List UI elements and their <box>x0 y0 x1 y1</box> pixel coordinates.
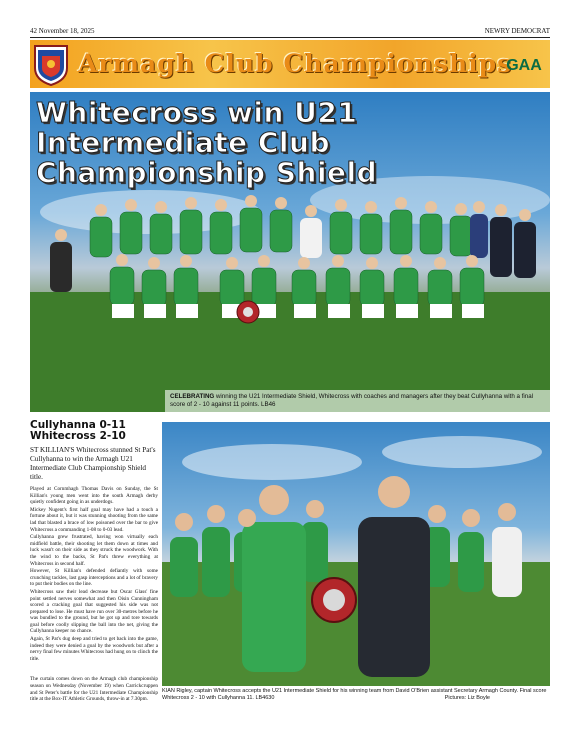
banner-title: Armagh Club Championships <box>78 49 513 78</box>
publication-name: NEWRY DEMOCRAT <box>484 27 550 35</box>
article-column <box>30 420 158 704</box>
presentation-caption-text: KIAN Rigley, captain Whitecross accepts the U21 Intermediate Shield for his winning team from David O'Brien assistant Secretary Armagh County. Final score Whitecross 2 - 10 with Cullyhanna 11. LB4630 <box>162 688 547 701</box>
article-paragraph: Whitecross saw their lead decrease but Oscar Glass' fine point settled nerves somewhat and then Oisin Cunningham scored a cracking goal that suggested his side was not prepared to lose. He must have run over 30-metres before he was bundled to the ground, but he got up and tore towards goal before coolly slipping the ball into the net, giving the Cullyhanna keeper no chance. <box>30 588 158 635</box>
presentation-photo-illustration <box>162 422 550 686</box>
hero-caption-text: winning the U21 Intermediate Shield, Whitecross with coaches and managers after they beat Cullyhanna with a final score of 2 - 10 against 11 points. LB46 <box>170 393 534 408</box>
article-lead: ST KILLIAN'S Whitecross stunned St Pat's Cullyhanna to win the Armagh U21 Intermediate Club Championship Shield title. <box>30 446 156 481</box>
hero-photo <box>30 92 550 412</box>
article-paragraph: However, St Killian's defended defiantly with some crunching tackles, last gasp interceptions and a lot of bravery to put their bodies on the line. <box>30 568 158 588</box>
page-header <box>30 26 550 38</box>
page-date: 42 November 18, 2025 <box>30 27 95 35</box>
hero-caption-lead: CELEBRATING <box>170 393 215 400</box>
presentation-photo <box>162 422 550 686</box>
article-heading: Cullyhanna 0-11 Whitecross 2-10 <box>30 419 126 442</box>
hero-headline: Whitecross win U21 Intermediate Club Championship Shield <box>36 96 378 189</box>
article-paragraph: Played at Cornmhagh Thomas Davis on Sunday, the St Killian's young men went into the south Armagh derby quietly confident going in as underdogs. <box>30 486 158 506</box>
presentation-caption <box>162 688 550 702</box>
armagh-crest-icon <box>32 42 70 86</box>
photo-credit: Pictures: Liz Boyle <box>444 695 490 701</box>
section-banner <box>30 40 550 88</box>
article-paragraph: Mickey Nugent's first half goal may have had a touch a fortune about it, but it was stunning shooting from the same lad that blasted a brace of low poisoned over the bar to give Whitecross a commanding 1-08 to 0-03 lead. <box>30 506 158 533</box>
hero-caption <box>165 390 550 412</box>
article-tail: The curtain comes down on the Armagh club championship season on Wednesday (November 19) when Carrickcruppen and St Peter's battle for the U21 Intermediate Championship title at the Box-IT Athletic Grounds, throw-in at 7.30pm. <box>30 676 158 703</box>
gaa-logo-text: GAA <box>506 57 542 74</box>
gaa-logo-icon <box>502 46 546 82</box>
article-paragraph: Cullyhanna grew frustrated, having won virtually each midfield battle, their shooting let them down at times and luck wasn't on their side as they struck the woodwork. With the wind to the backs, St Pat's threw everything at Whitecross in second half. <box>30 534 158 567</box>
article-paragraph: Again, St Pat's dug deep and tried to get back into the game, indeed they were denied a goal by the woodwork but after a nervy final few minutes Whitecross had hung on to clinch the title. <box>30 636 158 662</box>
